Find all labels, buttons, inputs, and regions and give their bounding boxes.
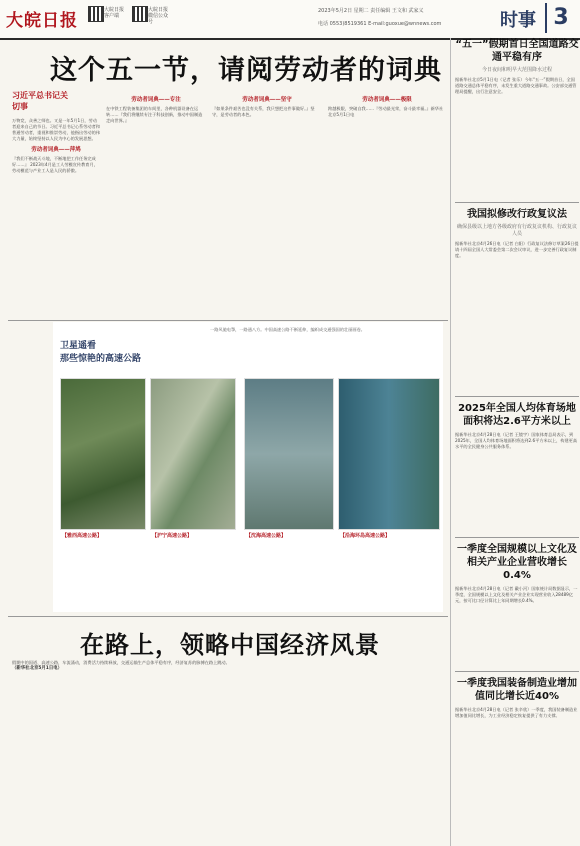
lead-section-title: 劳动者词典——坚守	[242, 97, 292, 103]
brief-body: 据新华社北京4月28日电（记者 张辛欣）一季度，我国装备制造业增加值同比增长，为工业经济稳定恢复提供了有力支撑。	[455, 707, 578, 718]
photo-caption: 【沪宁高速公路】	[152, 533, 193, 539]
news-briefs-column	[450, 38, 579, 846]
lead-section-body: 『我们不断战天斗地，不断地把工作任务完成好……』 2023年4月是工人劳模宣传教育月，劳动模范与产业工人是人民的骄傲。	[12, 156, 98, 173]
divider	[455, 202, 579, 203]
news-brief	[455, 677, 579, 767]
news-brief	[455, 402, 579, 532]
page-number: 3	[545, 3, 575, 33]
lead-section-title: 劳动者词典——萍鸠	[31, 147, 81, 153]
brief-subheadline: 今日夜间和明早大范围降水过程	[481, 67, 552, 73]
satellite-photo	[60, 378, 146, 530]
lead-column-2	[106, 92, 206, 318]
divider	[455, 537, 579, 538]
satellite-photo	[244, 378, 334, 530]
divider	[455, 396, 579, 397]
divider	[8, 616, 448, 617]
brief-headline: 我国拟修改行政复议法	[467, 209, 567, 220]
lead-intro: 万物竞，众善之师也。又是一年5月1日，劳动者迎来自己的节日。习近平总书记心系劳动者和普通劳动者，重视和推崇劳动，他指出劳动的伟大力量，始终坚持以人民为中心的发展思想。	[12, 118, 100, 141]
brief-headline: 一季度全国规模以上文化及相关产业企业营收增长0.4%	[457, 544, 577, 581]
divider	[8, 320, 448, 321]
bottom-story-body	[12, 660, 442, 840]
section-title: 时事	[500, 10, 536, 31]
brief-headline: “五一”假期首日全国道路交通平稳有序	[455, 39, 579, 63]
lead-section-body: 『如果条件艰苦也没有关系，我只想把这件事做好。』坚守，是劳动者的本色。	[212, 106, 315, 117]
photo-feature-intro: 一路风驰电掣，一路通八方。中国高速公路不断延伸，编织成交通强国的壮丽画卷。	[210, 327, 365, 332]
lead-section-body: 跨越极限，突破自我……『劳动最光荣，奋斗最幸福。』新华社北京5月1日电	[328, 106, 444, 117]
brief-body: 据新华社北京4月28日电（记者 王镜宇）国家体育总局表示，到2025年，全国人均体育场地面积将达到2.6平方米以上，构建更高水平的全民健身公共服务体系。	[455, 432, 578, 449]
brief-headline: 一季度我国装备制造业增加值同比增长近40%	[457, 678, 577, 702]
lead-column-3	[212, 92, 322, 318]
photo-feature-title	[60, 340, 141, 366]
satellite-photo	[338, 378, 440, 530]
photo-title-line2: 那些惊艳的高速公路	[60, 354, 142, 364]
bottom-body: 假期中的国道、高速公路，车流涌动，消费活力持续释放，交通运输生产总体平稳有序，经济复苏的脉搏在路上跳动。	[12, 660, 230, 665]
brief-body: 据新华社北京4月28日电（记者 戴小河）国家统计局数据显示，一季度，全国规模以上文化及相关产业企业实现营业收入28489亿元，按可比口径计算比上年同期增长0.4%。	[455, 586, 578, 603]
photo-caption: 【沈海高速公路】	[246, 533, 287, 539]
bottom-headline: 在路上，领略中国经济风景	[80, 631, 380, 659]
masthead	[0, 0, 580, 40]
brief-body: 据新华社北京5月1日电（记者 张乐）今年“五一”假期首日，全国道路交通总体平稳有序，未发生重大道路交通事故。公安部交通管理局提醒，出行注意安全。	[455, 77, 577, 94]
news-brief	[455, 38, 579, 197]
qr-label-wechat: 大皖日报微信公众号	[148, 7, 169, 25]
photo-caption: 【雅西高速公路】	[62, 533, 103, 539]
newspaper-logo: 大皖日报	[6, 11, 78, 31]
satellite-photo	[150, 378, 236, 530]
bottom-credit: （新华社北京5月1日电）	[12, 666, 63, 671]
lead-section-body: 在中铁工程装备集团的车间里，各种机器设备在运转……『我们将继续专注于科技创新，推动中国制造走向世界。』	[106, 106, 203, 123]
qr-label-app: 大皖日报客户端	[104, 7, 125, 19]
lead-headline: 这个五一节，请阅劳动者的词典	[50, 55, 442, 86]
brief-subheadline: 确保县级以上地方各级政府有行政复议机构、行政复议人员	[456, 224, 577, 237]
lead-column-1	[12, 118, 100, 318]
lead-kicker: 习近平总书记关切事	[12, 91, 68, 111]
brief-body: 据新华社北京4月26日电（记者 白阳）行政复议法修订草案26日提请十四届全国人大常委会第二次会议审议，进一步完善行政复议制度。	[455, 241, 579, 258]
lead-column-4	[328, 92, 446, 318]
lead-section-title: 劳动者词典——专注	[131, 97, 181, 103]
photo-caption: 【沿海环岛高速公路】	[340, 533, 391, 539]
lead-section-title: 劳动者词典——极限	[362, 97, 412, 103]
contact-meta: 电话 0553)8519361 E-mail:guoxue@wnnews.com	[318, 21, 442, 27]
news-brief	[455, 543, 579, 666]
issue-meta: 2023年5月2日 星期二 责任编辑 王文和 武家义	[318, 8, 424, 14]
qr-code-icon	[132, 6, 148, 22]
photo-title-line1: 卫星遥看	[60, 341, 97, 351]
qr-code-icon	[88, 6, 104, 22]
news-brief	[455, 208, 579, 391]
brief-headline: 2025年全国人均体育场地面积将达2.6平方米以上	[458, 403, 576, 427]
divider	[455, 671, 579, 672]
